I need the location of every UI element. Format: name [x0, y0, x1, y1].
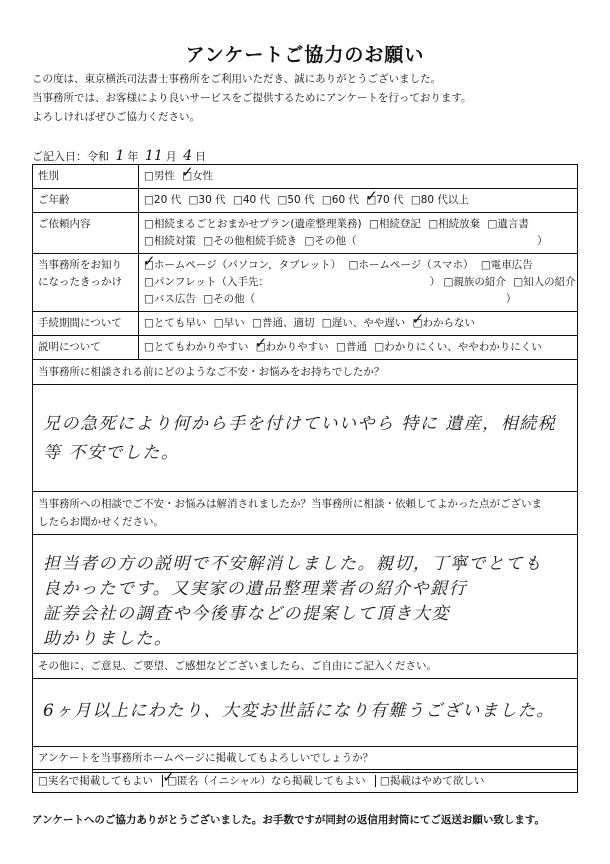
source-label: 当事務所をお知り になったきっかけ	[33, 254, 139, 311]
period-row	[33, 312, 577, 336]
option-very-fast[interactable]: □とても早い	[144, 317, 207, 329]
option-train-ad[interactable]: □電車広告	[480, 259, 533, 271]
entry-date: ご記入日：令和 1 年 11 月 4 日	[32, 148, 207, 164]
intro-line: よろしければぜひご協力ください。	[32, 111, 200, 123]
request-label: ご依頼内容	[33, 213, 139, 253]
option-registration[interactable]: □相続登記	[368, 218, 421, 230]
request-row	[33, 213, 577, 254]
date-month[interactable]: 11	[144, 148, 163, 164]
option-renunciation[interactable]: □相続放棄	[428, 218, 481, 230]
option-planning[interactable]: □相続対策	[144, 235, 196, 247]
q3-answer-line: 良かったです。又実家の遺品整理業者の紹介や銀行	[43, 579, 468, 599]
option-anonymous[interactable]: □匿名（イニシャル）なら掲載してもよい ✓	[162, 775, 365, 787]
option-homepage-smartphone[interactable]: □ホームページ（スマホ）	[348, 259, 474, 271]
explanation-label: 説明について	[33, 336, 139, 359]
option-age-20[interactable]: □20 代	[144, 194, 182, 206]
option-real-name[interactable]: □実名で掲載してもよい	[38, 775, 153, 787]
option-fast[interactable]: □早い	[213, 317, 245, 329]
page-title: アンケートご協力のお願い	[185, 44, 425, 66]
q3-question: 当事務所への相談でご不安・お悩みは解消されましたか？当事務所に相談・依頼してよかった点がございま したらお聞かせください。	[33, 492, 577, 535]
source-row: 当事務所をお知り になったきっかけ □ホームページ（パソコン，タブレット） ✓ □ホームページ（スマホ） □電車広告 □パンフレット（入手先： ） □親族の紹介 □知人の紹介 □バス広告 □その他（ ）	[33, 254, 577, 312]
option-family-referral[interactable]: □親族の紹介	[443, 276, 506, 288]
publish-consent	[32, 746, 578, 793]
age-label: ご年齢	[33, 189, 139, 212]
option-friend-referral[interactable]: □知人の紹介	[513, 276, 576, 288]
option-normal[interactable]: □普通、適切	[252, 317, 315, 329]
option-unclear[interactable]: □わかりにくい、ややわかりにくい	[374, 341, 542, 353]
option-male[interactable]: □男性	[144, 170, 175, 182]
date-day[interactable]: 4	[183, 148, 193, 164]
q2-question: 当事務所に相談される前にどのようなご不安・お悩みをお持ちでしたか？	[33, 360, 577, 385]
option-age-30[interactable]: □30 代	[188, 194, 226, 206]
option-age-70[interactable]: □70 代 ✓	[366, 194, 403, 206]
q3-answer-line: 担当者の方の説明で不安解消しました。親切，丁寧でとても	[43, 554, 543, 574]
option-full-plan[interactable]: □相続まるごとおまかせプラン(遺産整理業務)	[144, 218, 362, 230]
q2-answer-line: 等 不安でした。	[43, 443, 180, 463]
closing-message: アンケートへのご協力ありがとうございました。お手数ですが同封の返信用封筒にてご返送お願い致します。	[32, 814, 546, 826]
option-very-clear[interactable]: □とてもわかりやすい	[144, 341, 249, 353]
q2-answer-line: 兄の急死により何から手を付けていいやら 特に 遺産，相続税	[43, 414, 557, 434]
option-age-40[interactable]: □40 代	[232, 194, 271, 206]
q3-answer-line: 証券会社の調査や今後事などの提案して頂き大変	[43, 604, 450, 624]
date-label: ご記入日：令和	[32, 150, 109, 163]
intro-text	[32, 70, 592, 127]
q2-answer[interactable]	[33, 385, 577, 492]
option-age-50[interactable]: □50 代	[277, 194, 315, 206]
option-age-60[interactable]: □60 代	[321, 194, 359, 206]
option-female[interactable]: □女性 ✓	[182, 170, 213, 182]
survey-form	[32, 164, 578, 773]
age-row	[33, 189, 577, 213]
q3-answer-line: 助かりました。	[43, 629, 173, 649]
q4-question: その他に、ご意見、ご要望、ご感想などございましたら、ご自由にご記入ください。	[33, 654, 577, 679]
gender-row	[33, 165, 577, 189]
intro-line: 当事務所では、お客様により良いサービスをご提供するためにアンケートを行っております。	[32, 92, 472, 104]
option-clear[interactable]: □わかりやすい ✓	[256, 341, 329, 353]
option-source-other[interactable]: □その他（	[203, 293, 256, 305]
period-label: 手続期間について	[33, 312, 139, 335]
option-homepage-pc[interactable]: □ホームページ（パソコン，タブレット） ✓	[144, 259, 341, 271]
intro-line: この度は、東京横浜司法書士事務所をご利用いただき、誠にありがとうございました。	[32, 73, 442, 85]
q3-answer[interactable]	[33, 535, 577, 654]
option-pamphlet[interactable]: □パンフレット（入手先：	[144, 276, 269, 288]
publish-question: アンケートを当事務所ホームページに掲載してもよろしいでしょうか？	[33, 747, 577, 770]
option-other-procedure[interactable]: □その他相続手続き	[203, 235, 298, 247]
option-will[interactable]: □遺言書	[487, 218, 529, 230]
option-other[interactable]: □その他（	[304, 235, 357, 247]
option-unknown[interactable]: □わからない ✓	[413, 317, 475, 329]
option-average[interactable]: □普通	[336, 341, 367, 353]
gender-label: 性別	[33, 165, 139, 188]
option-age-80[interactable]: □80 代以上	[410, 194, 469, 206]
option-bus-ad[interactable]: □バス広告	[144, 293, 196, 305]
q4-answer-line: 6ヶ月以上にわたり、大変お世話になり有難うございました。	[43, 701, 555, 721]
date-year[interactable]: 1	[115, 148, 125, 164]
option-no-publish[interactable]: □掲載はやめて欲しい	[375, 775, 484, 787]
other-close: ）	[537, 235, 548, 247]
option-slow[interactable]: □遅い、やや遅い	[321, 317, 406, 329]
explanation-row	[33, 336, 577, 360]
